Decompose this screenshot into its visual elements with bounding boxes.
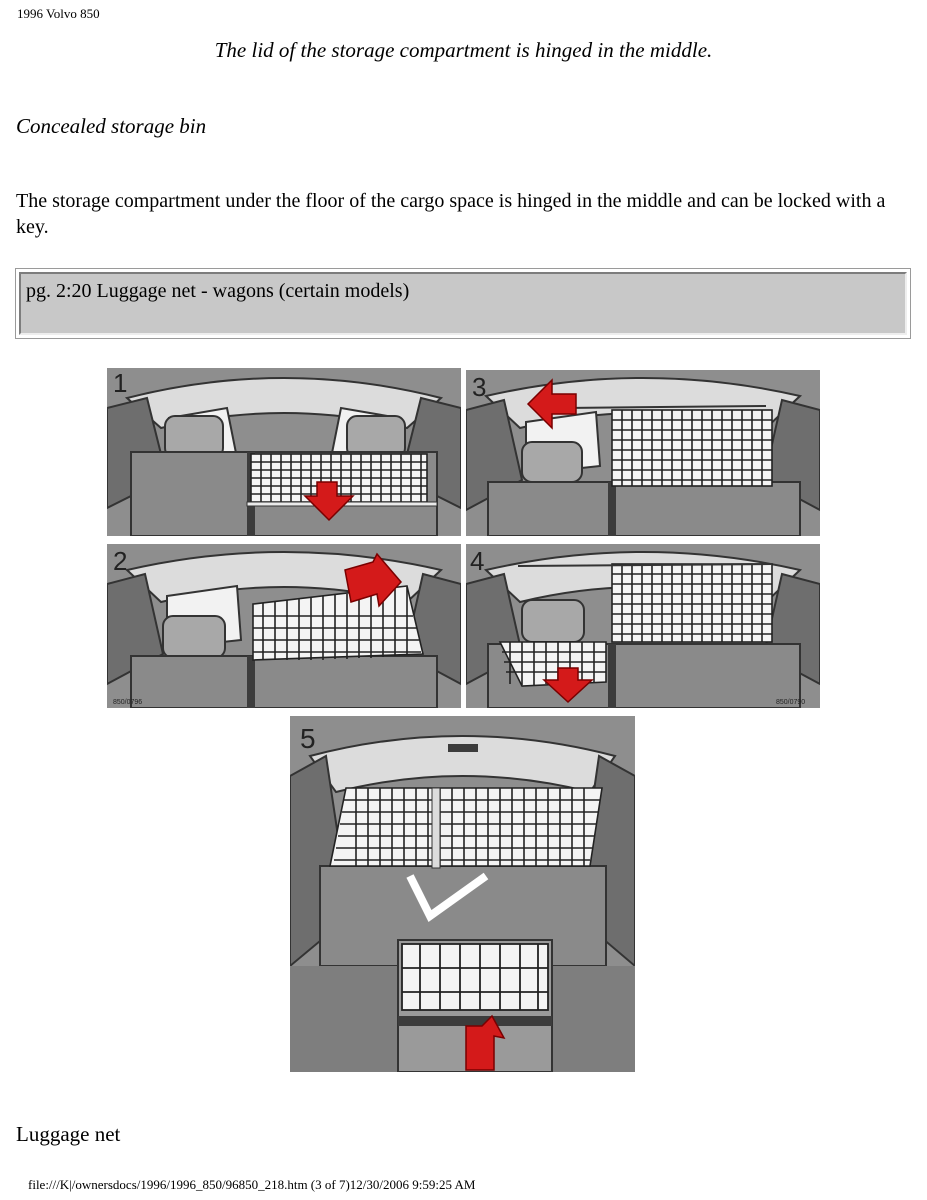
figure-panel-1 (107, 368, 461, 536)
section-heading: Concealed storage bin (16, 114, 207, 138)
document-header: 1996 Volvo 850 (17, 6, 100, 21)
panel-code-4: 850/0790 (776, 699, 806, 706)
section-body: The storage compartment under the floor of the cargo space is hinged in the middle and can be locked with a key. (16, 190, 886, 238)
panel-number-2: 2 (113, 546, 128, 576)
panel-number-4: 4 (470, 546, 485, 576)
panel-number-5: 5 (300, 723, 316, 754)
figure-caption: Luggage net (16, 1122, 121, 1146)
figure-panel-4 (466, 544, 820, 708)
panel-code-2: 850/0796 (113, 699, 143, 706)
image-caption: The lid of the storage compartment is hinged in the middle. (214, 38, 713, 62)
panel-number-1: 1 (113, 368, 128, 398)
figure-panel-2 (107, 544, 461, 708)
page-reference-label: pg. 2:20 Luggage net - wagons (certain models) (19, 272, 907, 335)
figure-panel-5 (290, 716, 635, 1072)
figure-panel-3 (466, 370, 820, 536)
panel-number-3: 3 (472, 372, 487, 402)
page-reference-box (15, 268, 911, 339)
document-footer: file:///K|/ownersdocs/1996/1996_850/96850_218.htm (3 of 7)12/30/2006 9:59:25 AM (28, 1177, 476, 1192)
